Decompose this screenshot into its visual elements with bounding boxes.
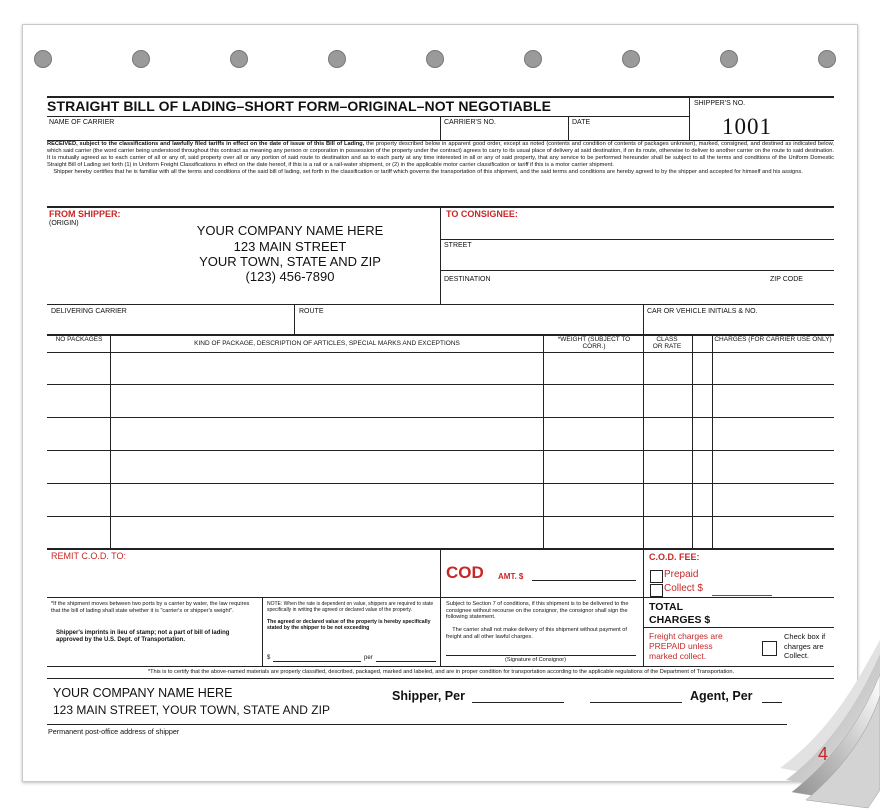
destination-label[interactable]: DESTINATION	[444, 276, 491, 283]
zip-code-label[interactable]: ZIP CODE	[770, 276, 803, 283]
shipper-imprint-note: Shipper's imprints in lieu of stamp; not a part of bill of lading approved by the U.S. Dept. of Transportation.	[56, 630, 230, 643]
footer-company-name: YOUR COMPANY NAME HERE	[53, 686, 233, 700]
cod-bottom-rule	[47, 597, 834, 598]
freight-prepaid-note: Freight charges are PREPAID unless marked collect.	[649, 631, 723, 661]
binder-hole	[34, 50, 52, 68]
table-row[interactable]	[47, 450, 834, 451]
total-charges-label[interactable]: CHARGES $	[649, 614, 711, 626]
form-title: STRAIGHT BILL OF LADING–SHORT FORM–ORIGINAL–NOT NEGOTIABLE	[47, 98, 552, 114]
table-row[interactable]	[47, 384, 834, 385]
divider	[440, 548, 441, 666]
shipper-phone: (123) 456-7890	[245, 269, 335, 284]
section7-text2: The carrier shall not make delivery of this shipment without payment of freight and all other lawful charges.	[446, 627, 627, 640]
cod-label: COD	[446, 563, 484, 582]
cod-fee-label: C.O.D. FEE:	[649, 552, 700, 562]
certify-text: Shipper hereby certifies that he is familiar with all the terms and conditions of the said bill of lading, set forth in the classification or tariff which governs the transportation of this shipment, and the said terms and conditions are hereby agreed to by the shipper and accepted for himself and his assigns.	[53, 168, 803, 175]
remit-cod-label[interactable]: REMIT C.O.D. TO:	[51, 551, 127, 561]
declared-value-bold-note: The agreed or declared value of the property is hereby specifically stated by the shipper to be not exceeding	[267, 619, 431, 632]
per-label: per	[364, 655, 373, 661]
consignor-signature-line[interactable]	[446, 655, 636, 656]
binder-hole	[426, 50, 444, 68]
footer-rule	[47, 724, 787, 725]
section7-text: Subject to Section 7 of conditions, if this shipment is to be delivered to the consignee without recourse on the consignor, the consignor shall sign the following statement.	[446, 601, 629, 621]
binder-hole	[132, 50, 150, 68]
divider	[440, 116, 441, 141]
col-no-packages: NO PACKAGES	[55, 336, 103, 343]
received-lead: RECEIVED, subject to the classifications and lawfully filed tariffs in effect on the date of issue of this Bill of Lading,	[47, 141, 365, 147]
declared-value-note: NOTE: When the rate is dependent on value, shippers are required to state specifically in writing the agreed or declared value of the property.	[267, 601, 434, 613]
binder-hole	[818, 50, 836, 68]
delivering-carrier-label[interactable]: DELIVERING CARRIER	[51, 308, 127, 315]
divider	[262, 597, 263, 666]
page-curl-icon	[772, 640, 880, 810]
water-shipment-note: *If the shipment moves between two ports by a carrier by water, the law requires that the bill of lading shall state whether it is "carrier's or shipper's weight".	[51, 601, 250, 614]
col-weight: *WEIGHT (SUBJECT TO CORR.)	[557, 336, 631, 350]
shipper-signature-line[interactable]	[472, 702, 564, 703]
received-text: the property described below in apparent good order, except as noted (contents and condition of contents of packages unknown), marked, consigned, and destined as indicated below, which said carrier (the word carrier being understood throughout this contract as meaning any person or corporation in possession of the property under the contract) agrees to carry to its usual place of delivery at said destination, if on its route, otherwise to deliver to another carrier on the route to said destination. It is mutually agreed as to each carrier of all or any of, said property over all or any portion of said route to destination and as to each party at any time interested in all or any of said property, that any service to be performed hereunder shall be subject to all the terms and conditions of the Uniform Domestic Straight Bill of Lading set forth (1) in Uniform Freight Classifications in effect on the date hereof, if this is a rail or a rail-water shipment, or (2) in the applicable motor carrier classification or tariff if this is a motor carrier shipment.	[47, 141, 834, 168]
to-consignee-label[interactable]: TO CONSIGNEE:	[446, 209, 518, 219]
received-paragraph	[47, 141, 834, 176]
collect-amount-line[interactable]	[712, 595, 772, 596]
notes-bottom-rule	[47, 666, 834, 667]
route-label[interactable]: ROUTE	[299, 308, 324, 315]
permanent-address-label: Permanent post-office address of shipper	[48, 727, 180, 736]
shipper-company-name: YOUR COMPANY NAME HERE	[196, 223, 384, 238]
check-box-note: Check box if charges are Collect.	[784, 632, 826, 660]
binder-hole	[720, 50, 738, 68]
title-rule	[47, 116, 689, 117]
divider	[568, 116, 569, 141]
col-class-rate: CLASS OR RATE	[652, 336, 682, 350]
street-label[interactable]: STREET	[444, 242, 472, 249]
consignor-signature-label: (Signature of Consignor)	[505, 657, 566, 663]
car-vehicle-label[interactable]: CAR OR VEHICLE INITIALS & NO.	[647, 308, 758, 315]
total-rule	[643, 627, 834, 628]
binder-hole	[328, 50, 346, 68]
shipper-consignee-divider	[440, 206, 441, 304]
field-rule	[440, 239, 834, 240]
total-label: TOTAL	[649, 601, 684, 613]
collect-checkbox[interactable]	[650, 584, 663, 597]
shipper-per-label: Shipper, Per	[392, 689, 465, 703]
footer-address: 123 MAIN STREET, YOUR TOWN, STATE AND ZIP	[53, 703, 330, 717]
part-number: 4	[818, 744, 829, 764]
carrier-row-rule	[47, 304, 834, 305]
prepaid-label: Prepaid	[664, 569, 699, 580]
agent-per-label: Agent, Per	[690, 689, 753, 703]
binder-hole	[622, 50, 640, 68]
divider	[643, 548, 644, 666]
prepaid-checkbox[interactable]	[650, 570, 663, 583]
divider	[294, 304, 295, 334]
per-unit-line[interactable]	[376, 661, 436, 662]
certify-rule	[47, 678, 834, 679]
col-charges: CHARGES (FOR CARRIER USE ONLY)	[714, 336, 832, 343]
carriers-no-label[interactable]: CARRIER'S NO.	[444, 119, 496, 126]
table-row[interactable]	[47, 417, 834, 418]
field-rule	[440, 270, 834, 271]
collect-label: Collect $	[664, 583, 703, 594]
col-description: KIND OF PACKAGE, DESCRIPTION OF ARTICLES, SPECIAL MARKS AND EXCEPTIONS	[194, 340, 460, 347]
origin-label: (ORIGIN)	[49, 220, 79, 227]
cod-amount-line[interactable]	[532, 580, 636, 581]
shipper-street: 123 MAIN STREET	[233, 239, 347, 254]
shipper-city: YOUR TOWN, STATE AND ZIP	[199, 254, 381, 269]
shippers-no-value: 1001	[722, 114, 772, 139]
shipper-no-divider	[689, 96, 690, 141]
cod-amt-label: AMT. $	[498, 572, 524, 581]
certify-footer: *This is to certify that the above-named materials are properly classified, described, packaged, marked and labeled, and are in proper condition for transportation according to the applicable regulations of the Department of Transportation.	[147, 669, 735, 675]
divider	[643, 304, 644, 334]
binder-hole	[524, 50, 542, 68]
declared-value-line[interactable]	[273, 661, 361, 662]
shippers-no-label: SHIPPER'S NO.	[694, 100, 746, 107]
date-label[interactable]: DATE	[572, 119, 591, 126]
table-header-rule	[47, 352, 834, 353]
binder-hole	[230, 50, 248, 68]
table-row[interactable]	[47, 516, 834, 517]
carrier-name-label[interactable]: NAME OF CARRIER	[49, 119, 115, 126]
from-shipper-label: FROM SHIPPER:	[49, 209, 121, 219]
agent-blank-line[interactable]	[590, 702, 682, 703]
dollar-sign: $	[267, 655, 271, 661]
table-row[interactable]	[47, 483, 834, 484]
section7-delivery-text	[446, 627, 640, 640]
